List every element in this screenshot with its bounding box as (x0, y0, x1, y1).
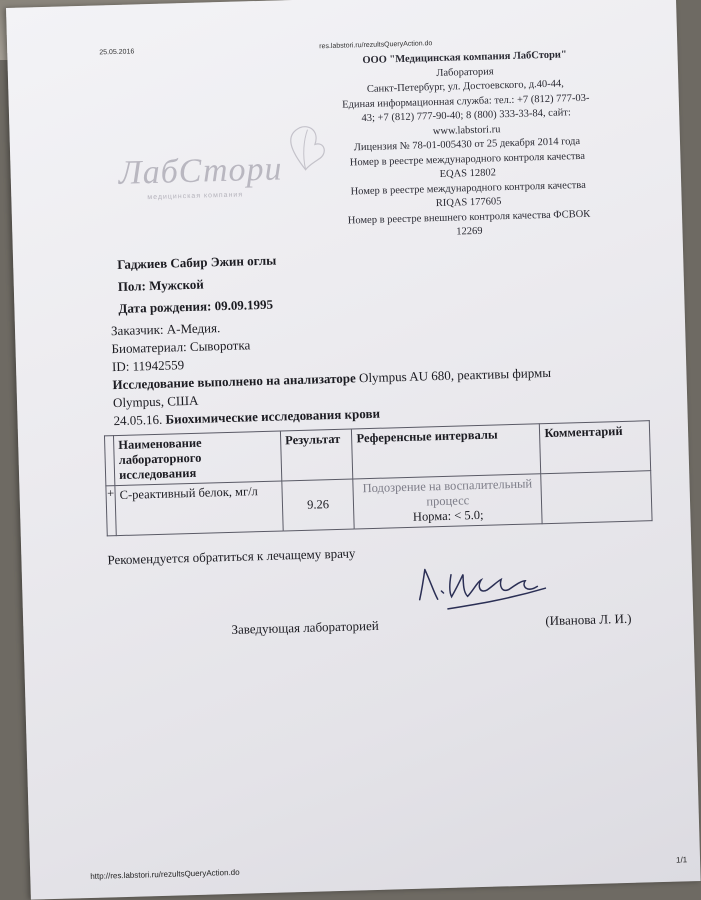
reference-note: Подозрение на воспалительный процесс (362, 476, 533, 509)
section-date: 24.05.16. (113, 411, 163, 429)
print-url: res.labstori.ru/rezultsQueryAction.do (319, 40, 433, 51)
patient-dob: Дата рождения: 09.09.1995 (118, 296, 274, 316)
patient-name: Гаджиев Сабир Эжин оглы (116, 252, 277, 272)
footer-page: 1/1 (675, 855, 688, 865)
sample-id: ID: 11942559 (111, 357, 185, 375)
company-site: www.labstori.ru (432, 123, 501, 137)
test-result: 9.26 (282, 479, 355, 531)
lab-report-page (6, 0, 701, 900)
analyzer-value: Olympus AU 680, реактивы фирмы (355, 364, 552, 386)
company-eqas-label: Номер в реестре международного контроля качества (349, 150, 586, 168)
company-license: Лицензия № 78-01-005430 от 25 декабря 2014 года (353, 136, 581, 154)
name-header: Наименование лабораторного исследования (114, 431, 282, 486)
company-riqas-label: Номер в реестре международного контроля качества (350, 179, 586, 197)
test-name: С-реактивный белок, мг/л (115, 481, 283, 536)
comment-cell (541, 471, 652, 524)
customer: Заказчик: А-Медия. (110, 320, 221, 339)
recommendation: Рекомендуется обратиться к лечащему врачу (107, 545, 356, 568)
company-phone-2: 43; +7 (812) 777-90-40; 8 (800) 333-33-84, сайт: (361, 107, 571, 125)
company-block (329, 47, 604, 243)
results-table (104, 420, 653, 536)
butterfly-logo-icon (279, 119, 331, 180)
analyzer-line-2: Olympus, США (112, 392, 199, 411)
analyzer-label: Исследование выполнено на анализаторе (112, 370, 357, 393)
company-address: Санкт-Петербург, ул. Достоевского, д.40-44, (366, 78, 564, 95)
section-title: Биохимические исследования крови (165, 405, 381, 427)
company-eqas: EQAS 12802 (439, 167, 497, 180)
print-date: 25.05.2016 (99, 48, 135, 57)
logo-text: ЛабСтори (118, 150, 283, 192)
signature-title: Заведующая лабораторией (231, 617, 379, 637)
company-name: ООО "Медицинская компания ЛабСтори" (362, 49, 567, 67)
company-fsvok: 12269 (456, 225, 483, 238)
company-fsvok-label: Номер в реестре внешнего контроля качества ФСВОК (347, 208, 591, 227)
footer-url: http://res.labstori.ru/rezultsQueryAction.do (90, 867, 240, 881)
biomaterial: Биоматериал: Сыворотка (111, 337, 251, 357)
reference-header: Референсные интервалы (352, 424, 541, 479)
reference-norm: Норма: < 5.0; (412, 507, 484, 524)
logo-subtitle: медицинская компания (147, 191, 244, 202)
reference-cell (353, 474, 542, 529)
signature-icon (417, 558, 559, 632)
company-line: Лаборатория (436, 65, 494, 79)
company-riqas: RIQAS 177605 (435, 196, 502, 210)
company-phone: Единая информационная служба: тел.: +7 (812) 777-03- (342, 92, 590, 111)
signature-name: (Иванова Л. И.) (545, 610, 632, 629)
comment-header: Комментарий (540, 421, 651, 474)
row-marker: + (106, 486, 116, 536)
result-header: Результат (280, 429, 353, 481)
patient-sex: Пол: Мужской (117, 276, 205, 294)
